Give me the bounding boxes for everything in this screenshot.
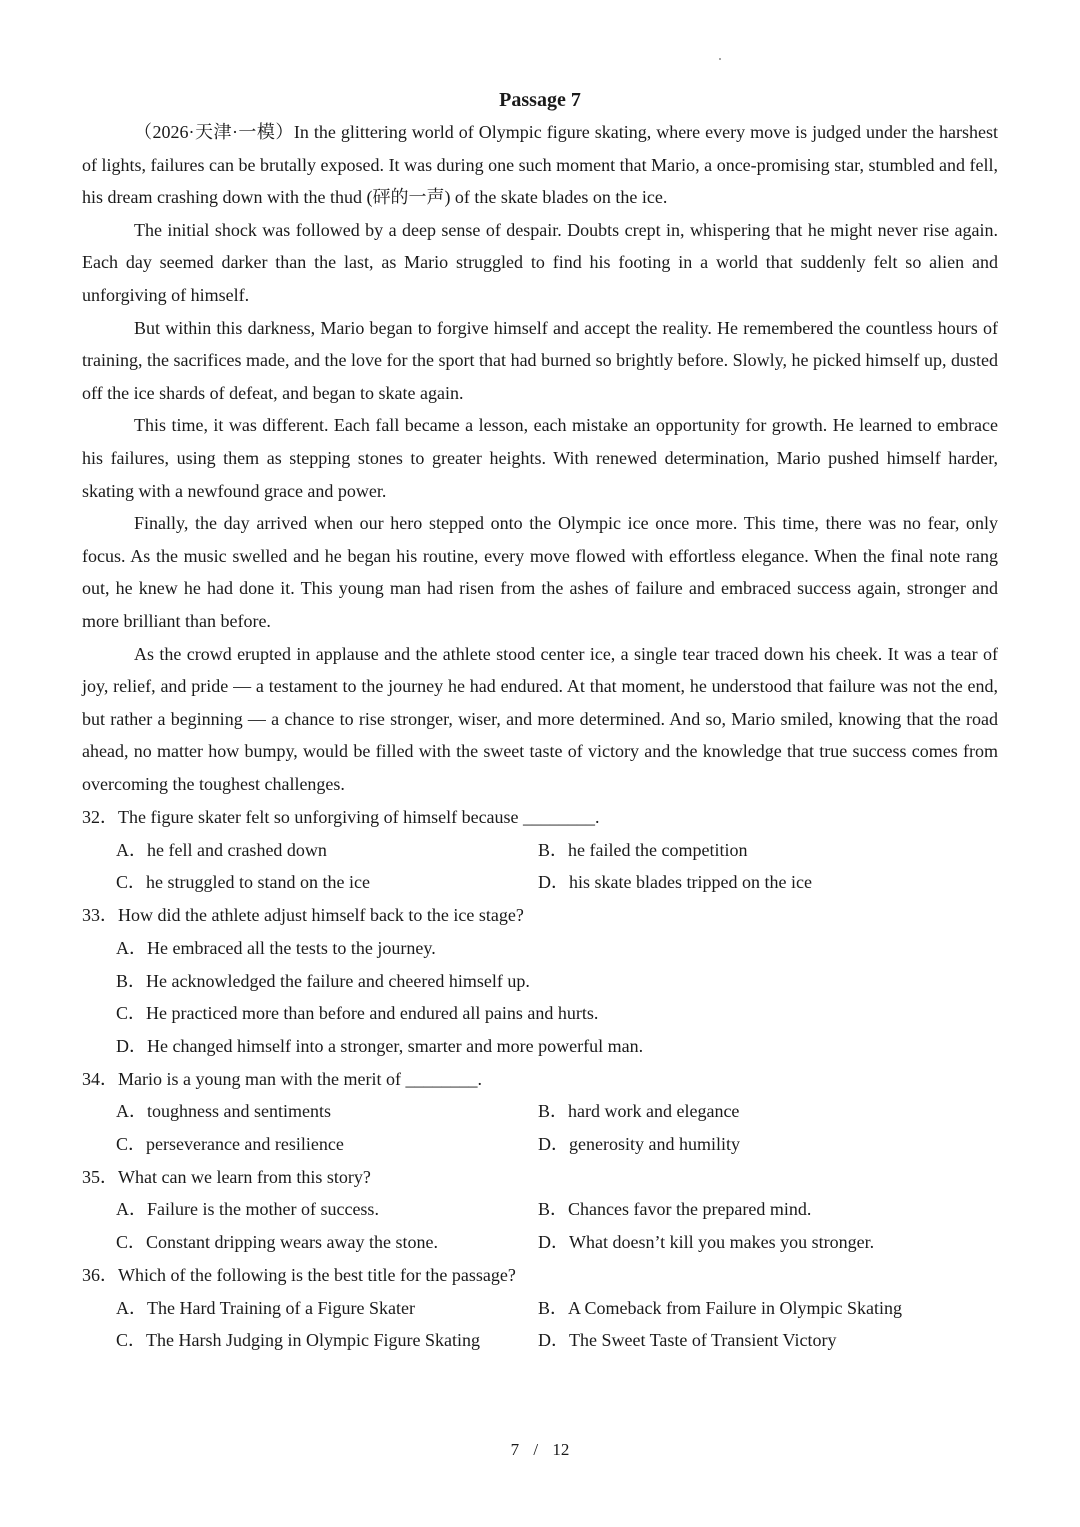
option-b: B．He acknowledged the failure and cheered himself up.: [116, 970, 530, 991]
passage-body: [82, 116, 998, 800]
paragraph: The initial shock was followed by a deep sense of despair. Doubts crept in, whispering that he might never rise again. Each day seemed darker than the last, as Mario struggled to find his footing in a world that suddenly felt so alien and unforgiving of himself.: [82, 219, 998, 305]
option-row: [82, 1095, 998, 1128]
total-pages: 12: [552, 1440, 570, 1459]
option-d: D．He changed himself into a stronger, smarter and more powerful man.: [116, 1035, 644, 1056]
option-b: B．hard work and elegance: [538, 1101, 740, 1122]
question-list: [82, 801, 998, 1357]
question-stem: 33．How did the athlete adjust himself back to the ice stage?: [82, 905, 524, 926]
option-a: A．He embraced all the tests to the journey.: [116, 937, 436, 958]
page-separator: /: [533, 1440, 539, 1459]
paragraph: But within this darkness, Mario began to forgive himself and accept the reality. He remembered the countless hours of training, the sacrifices made, and the love for the sport that had burned so brightly before. Slowly, he picked himself up, dusted off the ice shards of defeat, and began to skate again.: [82, 317, 998, 403]
question-stem: 35．What can we learn from this story?: [82, 1166, 371, 1187]
option-c: C．he struggled to stand on the ice: [116, 872, 370, 893]
option-row: [82, 1226, 998, 1259]
option-row: [82, 1128, 998, 1161]
option-row: [82, 1324, 998, 1357]
option-d: D．What doesn’t kill you makes you stronger.: [538, 1232, 875, 1253]
option-d: D．his skate blades tripped on the ice: [538, 872, 812, 893]
question-36: [82, 1259, 998, 1357]
option-d: D．generosity and humility: [538, 1134, 740, 1155]
question-33: [82, 899, 998, 1063]
page-footer: [0, 1436, 1080, 1464]
paragraph: Finally, the day arrived when our hero stepped onto the Olympic ice once more. This time, there was no fear, only focus. As the music swelled and he began his routine, every move flowed with effortless elegance. When the final note rang out, he knew he had done it. This young man had risen from the ashes of failure and embraced success again, stronger and more brilliant than before.: [82, 513, 998, 631]
option-c: C．perseverance and resilience: [116, 1134, 344, 1155]
option-a: A．he fell and crashed down: [116, 839, 327, 860]
passage-title: Passage 7: [499, 89, 581, 111]
option-row: [82, 1193, 998, 1226]
option-b: B．A Comeback from Failure in Olympic Skating: [538, 1297, 902, 1318]
option-c: C．The Harsh Judging in Olympic Figure Skating: [116, 1330, 480, 1351]
paragraph: As the crowd erupted in applause and the athlete stood center ice, a single tear traced down his cheek. It was a tear of joy, relief, and pride — a testament to the journey he had endured. At that moment, he understood that failure was not the end, but rather a beginning — a chance to rise stronger, wiser, and more determined. And so, Mario smiled, knowing that the road ahead, no matter how bumpy, would be filled with the sweet taste of victory and the knowledge that true success comes from overcoming the toughest challenges.: [82, 643, 998, 794]
question-35: [82, 1161, 998, 1259]
paragraph: （2026·天津·一模）In the glittering world of Olympic figure skating, where every move is judged under the harshest of lights, failures can be brutally exposed. It was during one such moment that Mario, a once-promising star, stumbled and fell, his dream crashing down with the thud (砰的一声) of the skate blades on the ice.: [82, 122, 998, 208]
question-34: [82, 1063, 998, 1161]
question-stem: 34．Mario is a young man with the merit of ________.: [82, 1068, 482, 1089]
option-a: A．Failure is the mother of success.: [116, 1199, 379, 1220]
stray-mark: [719, 58, 721, 60]
option-a: A．The Hard Training of a Figure Skater: [116, 1297, 415, 1318]
option-b: B．Chances favor the prepared mind.: [538, 1199, 812, 1220]
question-stem: 36．Which of the following is the best title for the passage?: [82, 1264, 516, 1285]
page-number: 7: [510, 1440, 520, 1459]
question-32: [82, 801, 998, 899]
option-c: C．He practiced more than before and endured all pains and hurts.: [116, 1003, 599, 1024]
paragraph: This time, it was different. Each fall became a lesson, each mistake an opportunity for growth. He learned to embrace his failures, using them as stepping stones to greater heights. With renewed determination, Mario pushed himself harder, skating with a newfound grace and power.: [82, 415, 998, 501]
question-stem: 32．The figure skater felt so unforgiving of himself because ________.: [82, 807, 600, 827]
option-row: [82, 866, 998, 899]
option-d: D．The Sweet Taste of Transient Victory: [538, 1330, 837, 1351]
option-row: [82, 1292, 998, 1325]
option-b: B．he failed the competition: [538, 839, 748, 860]
option-a: A．toughness and sentiments: [116, 1101, 331, 1122]
option-c: C．Constant dripping wears away the stone.: [116, 1232, 438, 1253]
option-row: [82, 834, 998, 867]
